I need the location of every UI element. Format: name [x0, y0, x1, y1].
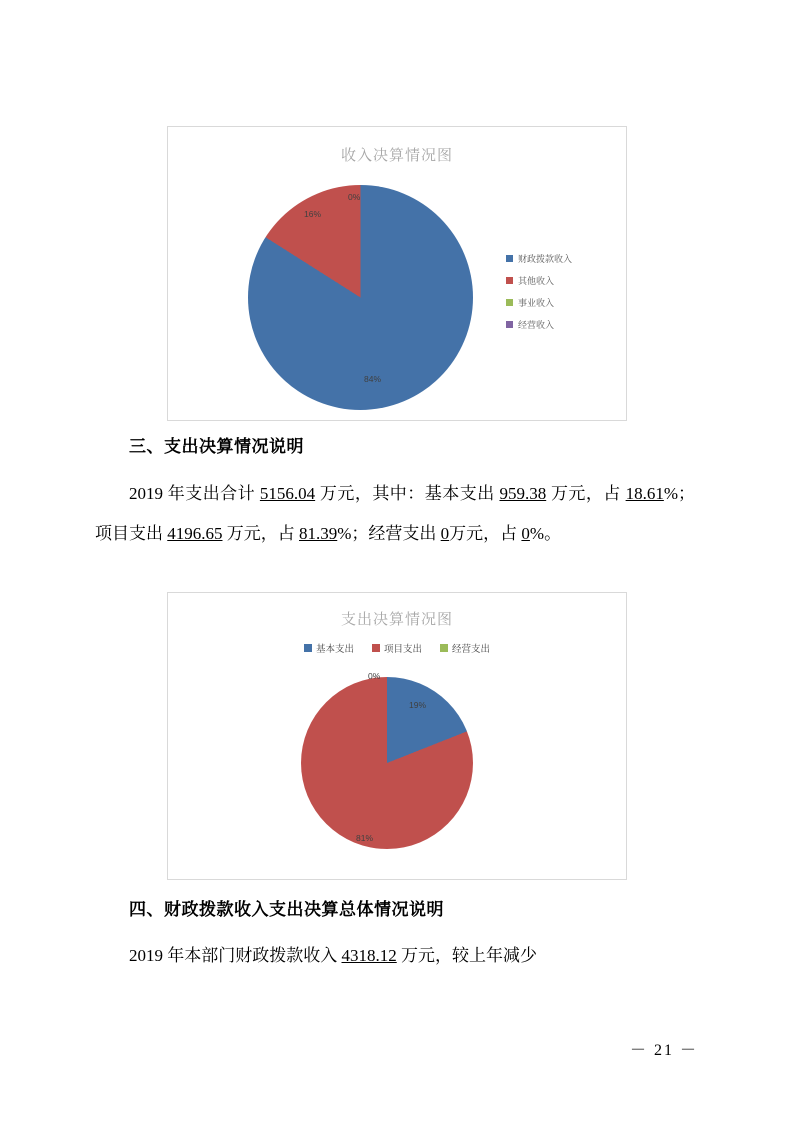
legend-label: 基本支出 — [315, 644, 354, 655]
value-basic-expenditure-pct: 18.61 — [625, 484, 664, 503]
chart-legend — [506, 252, 572, 340]
text-p3: 万元，占 — [550, 484, 621, 503]
chart-legend — [168, 641, 626, 655]
legend-label: 事业收入 — [518, 298, 555, 308]
paragraph-expenditure — [95, 474, 695, 554]
legend-item-other-income — [506, 274, 572, 287]
expenditure-settlement-chart — [167, 592, 627, 880]
legend-swatch-red — [506, 277, 513, 284]
legend-label: 财政拨款收入 — [518, 254, 573, 264]
pie-slice-expenditure — [301, 677, 473, 849]
chart-title: 收入决算情况图 — [340, 147, 453, 164]
legend-swatch-red — [372, 644, 380, 652]
text-p7: 万元，占 — [449, 524, 518, 543]
pie-label-financial-allocation-income: 84% — [364, 374, 382, 384]
income-settlement-chart — [167, 126, 627, 421]
legend-item-financial-allocation-income — [506, 252, 572, 265]
pie-label-project-expenditure: 81% — [356, 833, 374, 843]
value-financial-allocation-income: 4318.12 — [341, 946, 397, 965]
section-3-heading-wrap — [129, 432, 689, 457]
section-heading-expenditure: 三、支出决算情况说明 — [129, 437, 304, 456]
legend-swatch-blue — [304, 644, 312, 652]
value-operating-expenditure-pct: 0 — [521, 524, 530, 543]
value-operating-expenditure: 0 — [440, 524, 450, 543]
legend-swatch-blue — [506, 255, 513, 262]
text-p4: %；项目支出 — [95, 484, 696, 543]
text-p2: 万元，其中：基本支出 — [319, 484, 495, 503]
pie-label-operating-expenditure: 0% — [368, 671, 381, 681]
legend-item-operating-income — [506, 318, 572, 331]
text-p1: 2019 年本部门财政拨款收入 — [129, 946, 338, 965]
pie-graphic — [248, 185, 473, 410]
text-p2: 万元，较上年减少 — [401, 946, 537, 965]
section-4-paragraph — [95, 936, 695, 976]
paragraph-financial-allocation — [95, 936, 695, 976]
section-4-heading-wrap — [129, 895, 729, 920]
pie-graphic — [301, 677, 473, 849]
legend-swatch-green — [440, 644, 448, 652]
chart-title: 支出决算情况图 — [340, 611, 453, 628]
legend-swatch-purple — [506, 321, 513, 328]
legend-item-business-income — [506, 296, 572, 309]
legend-item-operating-expenditure — [440, 641, 490, 655]
legend-label: 项目支出 — [383, 644, 422, 655]
text-p1: 2019 年支出合计 — [129, 484, 256, 503]
pie-slice-financial-allocation-income — [248, 185, 473, 410]
section-3-paragraph — [95, 474, 695, 554]
legend-label: 经营收入 — [518, 320, 555, 330]
text-p6: %；经营支出 — [337, 524, 437, 543]
value-project-expenditure: 4196.65 — [167, 524, 223, 543]
pie-label-other-income: 16% — [304, 209, 322, 219]
legend-item-project-expenditure — [372, 641, 422, 655]
legend-swatch-green — [506, 299, 513, 306]
pie-label-business-income: 0% — [348, 192, 361, 202]
page-number: － 21 － — [629, 1042, 698, 1059]
text-p8: %。 — [529, 524, 562, 543]
value-total-expenditure: 5156.04 — [259, 484, 316, 503]
pie-label-basic-expenditure: 19% — [409, 700, 427, 710]
legend-label: 其他收入 — [518, 276, 555, 286]
section-heading-financial-allocation: 四、财政拨款收入支出决算总体情况说明 — [129, 900, 444, 919]
legend-label: 经营支出 — [452, 644, 491, 655]
value-project-expenditure-pct: 81.39 — [299, 524, 338, 543]
legend-item-basic-expenditure — [304, 641, 354, 655]
value-basic-expenditure: 959.38 — [499, 484, 547, 503]
text-p5: 万元，占 — [226, 524, 295, 543]
